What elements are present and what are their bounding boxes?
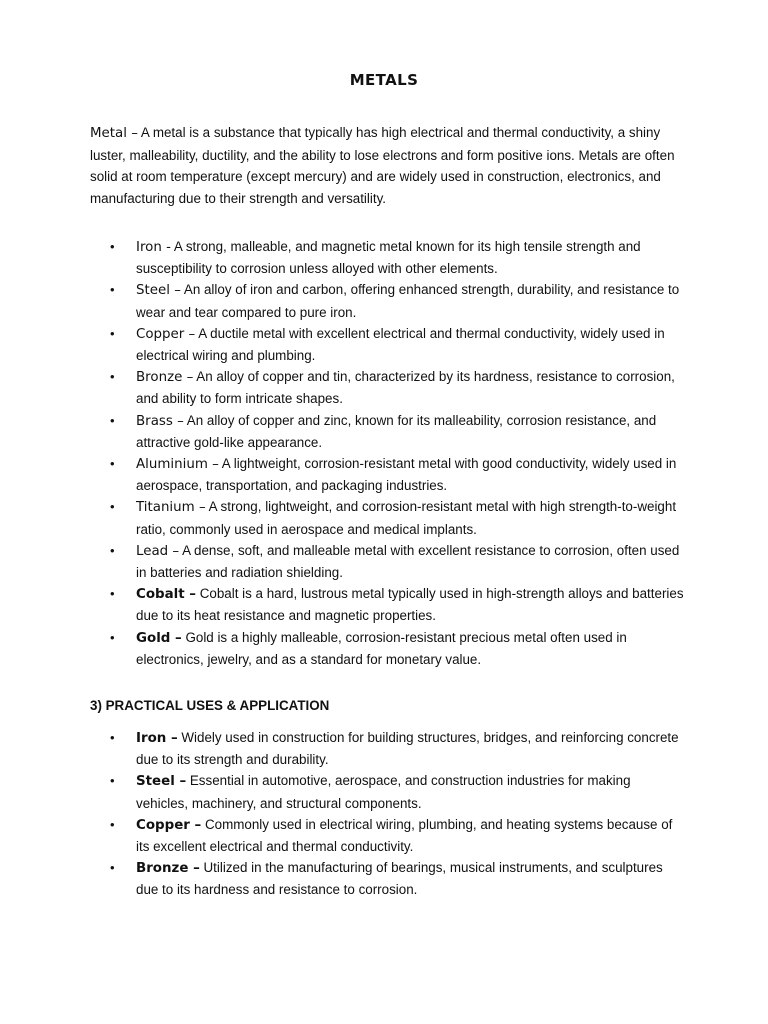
item-term: Bronze – xyxy=(136,370,194,386)
item-text: Commonly used in electrical wiring, plumbing, and heating systems because of its excellent electrical and thermal conductivity. xyxy=(136,816,673,855)
list-item xyxy=(0,727,686,770)
page-title: METALS xyxy=(349,71,419,89)
bullet-icon: • xyxy=(110,542,115,558)
list-item xyxy=(0,583,686,626)
item-text: A lightweight, corrosion-resistant metal with good conductivity, widely used in aerospace, transportation, and packaging industries. xyxy=(136,456,677,494)
bullet-icon: • xyxy=(110,239,115,254)
bullet-icon: • xyxy=(110,860,115,876)
bullet-icon: • xyxy=(110,773,115,789)
item-text: Utilized in the manufacturing of bearings, musical instruments, and sculptures due to its hardness and resistance to corrosion. xyxy=(136,860,663,898)
item-text: An alloy of copper and zinc, known for its malleability, corrosion resistance, and attractive gold-like appearance. xyxy=(136,412,657,450)
item-term: Gold – xyxy=(136,630,182,646)
bullet-icon: • xyxy=(110,282,115,298)
item-term: Cobalt – xyxy=(136,587,196,603)
list-item xyxy=(0,453,686,496)
intro-paragraph xyxy=(90,122,690,209)
list-item xyxy=(0,814,686,857)
bullet-icon: • xyxy=(110,412,115,428)
list-item xyxy=(0,366,686,409)
list-item xyxy=(0,410,686,453)
item-term: Iron – xyxy=(136,731,178,746)
metals-list xyxy=(0,236,686,670)
bullet-icon: • xyxy=(110,629,115,645)
bullet-icon: • xyxy=(110,586,115,602)
item-text: Cobalt is a hard, lustrous metal typically used in high-strength alloys and batteries due to its heat resistance and magnetic properties. xyxy=(136,586,684,624)
item-text: An alloy of iron and carbon, offering enhanced strength, durability, and resistance to wear and tear compared to pure iron. xyxy=(136,282,680,320)
list-item xyxy=(0,323,686,366)
bullet-icon: • xyxy=(110,730,115,745)
intro-text: A metal is a substance that typically has high electrical and thermal conductivity, a shiny luster, malleability, ductility, and the ability to lose electrons and form positive ions. Metals are often solid at room temperature (except mercury) and are widely used in construction, electronics, and manufacturing due to their strength and versatility. xyxy=(90,125,675,206)
list-item xyxy=(0,279,686,322)
item-term: Brass – xyxy=(136,413,184,429)
item-term: Copper – xyxy=(136,326,196,342)
item-term: Bronze – xyxy=(136,861,200,877)
list-item xyxy=(0,540,686,583)
item-term: Copper – xyxy=(136,817,202,833)
list-item xyxy=(0,496,686,539)
item-text: Widely used in construction for building structures, bridges, and reinforcing concrete due to its strength and durability. xyxy=(136,730,679,768)
bullet-icon: • xyxy=(110,499,115,515)
intro-term: Metal – xyxy=(90,126,138,141)
bullet-icon: • xyxy=(110,325,115,341)
item-text: A strong, malleable, and magnetic metal known for its high tensile strength and susceptibility to corrosion unless alloyed with other elements. xyxy=(136,239,641,277)
list-item xyxy=(0,627,686,670)
uses-list xyxy=(0,727,686,901)
item-text: A dense, soft, and malleable metal with excellent resistance to corrosion, often used in batteries and radiation shielding. xyxy=(136,542,680,581)
item-text: A ductile metal with excellent electrical and thermal conductivity, widely used in electrical wiring and plumbing. xyxy=(136,325,665,364)
section-heading: 3) PRACTICAL USES & APPLICATION xyxy=(90,698,330,713)
bullet-icon: • xyxy=(110,456,115,472)
list-item xyxy=(0,857,686,900)
item-text: A strong, lightweight, and corrosion-resistant metal with high strength-to-weight ratio, commonly used in aerospace and medical implants. xyxy=(136,499,677,537)
list-item xyxy=(0,236,686,279)
item-text: An alloy of copper and tin, characterized by its hardness, resistance to corrosion, and ability to form intricate shapes. xyxy=(136,369,675,407)
item-term: Titanium – xyxy=(136,500,206,516)
item-term: Steel – xyxy=(136,774,187,790)
item-term: Lead – xyxy=(136,543,180,559)
item-term: Steel – xyxy=(136,283,181,299)
item-text: Gold is a highly malleable, corrosion-resistant precious metal often used in electronics, jewelry, and as a standard for monetary value. xyxy=(136,629,627,667)
list-item xyxy=(0,770,686,813)
item-text: Essential in automotive, aerospace, and construction industries for making vehicles, machinery, and structural components. xyxy=(136,773,631,811)
item-term: Iron - xyxy=(136,240,171,255)
item-term: Aluminium – xyxy=(136,457,219,473)
bullet-icon: • xyxy=(110,369,115,385)
bullet-icon: • xyxy=(110,816,115,832)
